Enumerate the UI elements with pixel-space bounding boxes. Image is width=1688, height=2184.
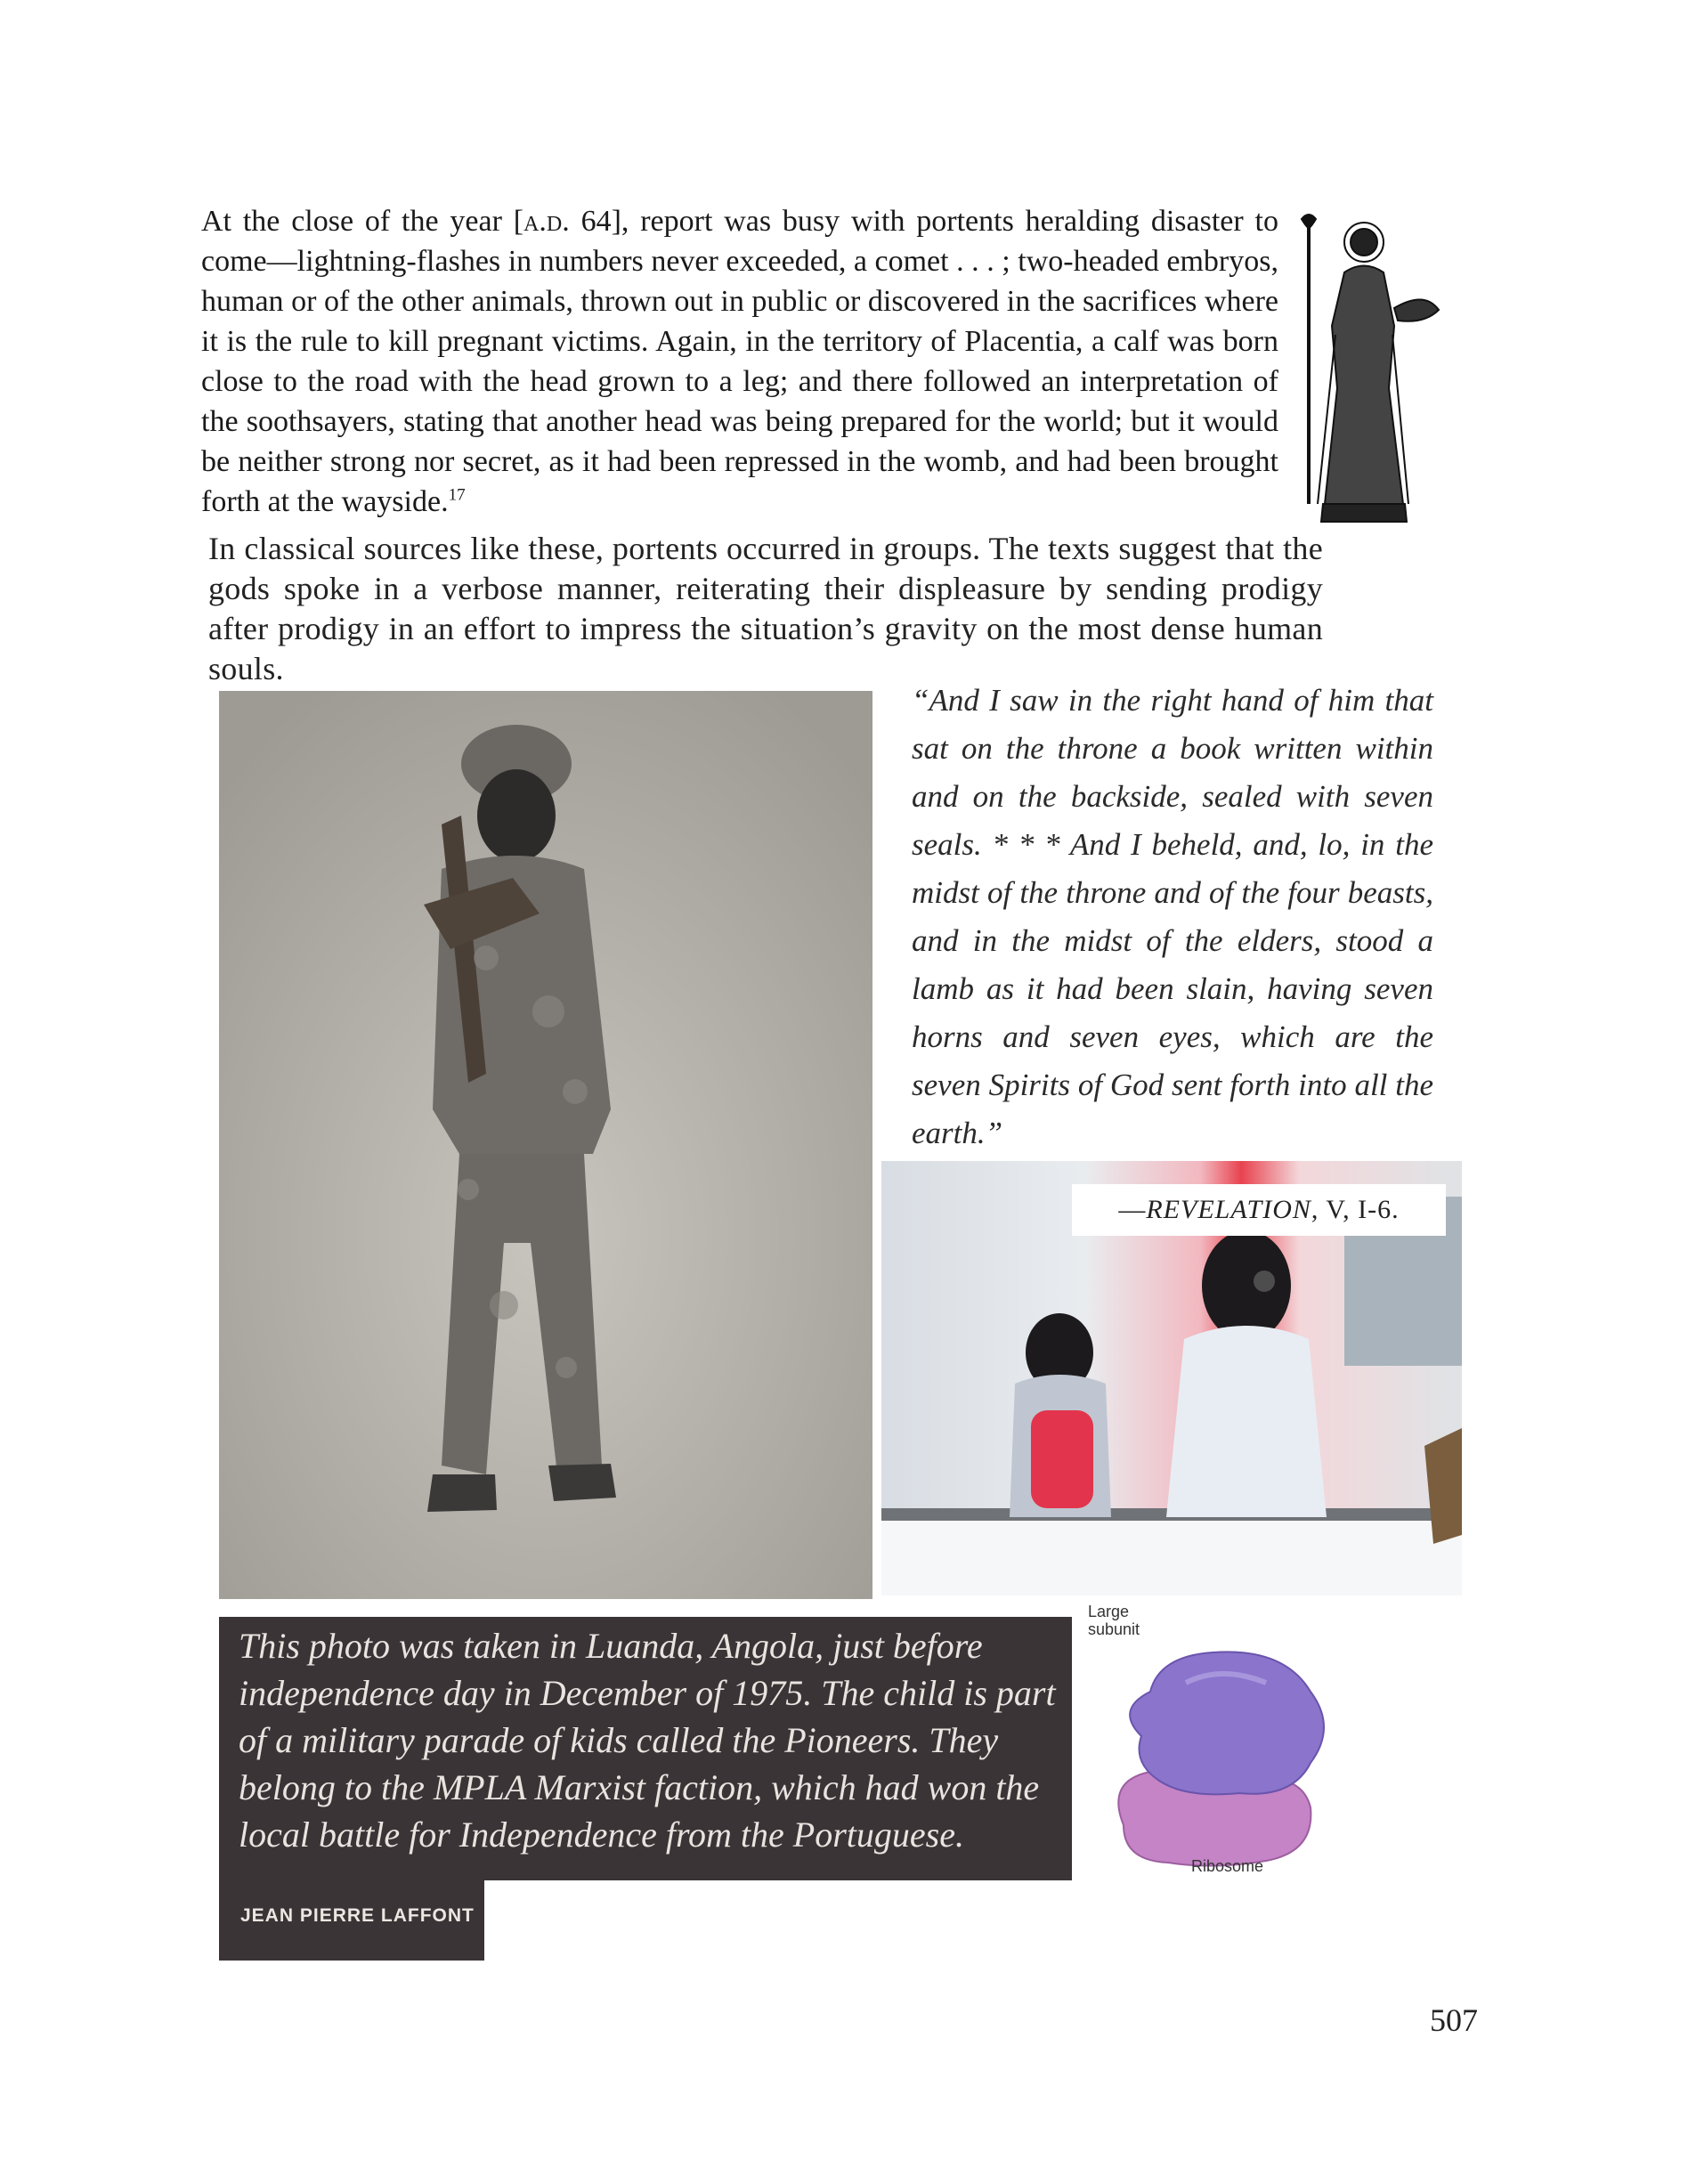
quote-era: a.d. — [523, 205, 570, 238]
footnote-marker: 17 — [448, 485, 466, 505]
citation-reference: , V, I-6. — [1311, 1195, 1400, 1224]
saint-figure-illustration — [1282, 210, 1442, 527]
ribosome-label: Ribosome — [1191, 1857, 1264, 1875]
child-soldier-photo — [219, 691, 872, 1599]
page-number: 507 — [1430, 2002, 1478, 2038]
revelation-quote: “And I saw in the right hand of him that sat on the throne a book written within and on the backside, sealed with seven seals. * * * And I beheld, and, lo, in the midst of the throne and of the four beasts, and in the midst of the elders, stood a lamb as it had been slain, having seven horns and seven eyes, which are the seven Spirits of God sent forth into all the earth.” — [912, 683, 1433, 1150]
tacitus-quote — [201, 201, 1278, 522]
large-subunit-label: Large subunit — [1088, 1603, 1140, 1638]
quote-text-start: At the close of the year [ — [201, 205, 524, 238]
photo-credit: JEAN PIERRE LAFFONT — [240, 1905, 475, 1926]
photo-caption: This photo was taken in Luanda, Angola, just before independence day in December of 1975. The child is part of a military parade of kids called the Pioneers. They belong to the MPLA Marxist faction, which had won the local battle for Independence from the Portuguese. — [239, 1626, 1056, 1855]
citation-dash: — — [1118, 1195, 1147, 1224]
ribosome-diagram — [1088, 1603, 1373, 1888]
revelation-citation — [1072, 1184, 1446, 1236]
citation-book: REVELATION — [1146, 1195, 1311, 1224]
quote-text-rest: 64], report was busy with portents heralding disaster to come—lightning-flashes in numbers never exceeded, a comet . . . ; two-headed embryos, human or of the other animals, thrown out in public or discovered in the sacrifices where it is the rule to kill pregnant victims. Again, in the territory of Placentia, a calf was born close to the road with the head grown to a leg; and there followed an interpretation of the soothsayers, stating that another head was being prepared for the world; but it would be neither strong nor secret, as it had been repressed in the womb, and had been brought forth at the wayside. — [201, 205, 1278, 518]
body-paragraph: In classical sources like these, portents occurred in groups. The texts suggest that the gods spoke in a verbose manner, reiterating their displeasure by sending prodigy after prodigy in an effort to impress the situation’s gravity on the most dense human souls. — [208, 531, 1323, 686]
